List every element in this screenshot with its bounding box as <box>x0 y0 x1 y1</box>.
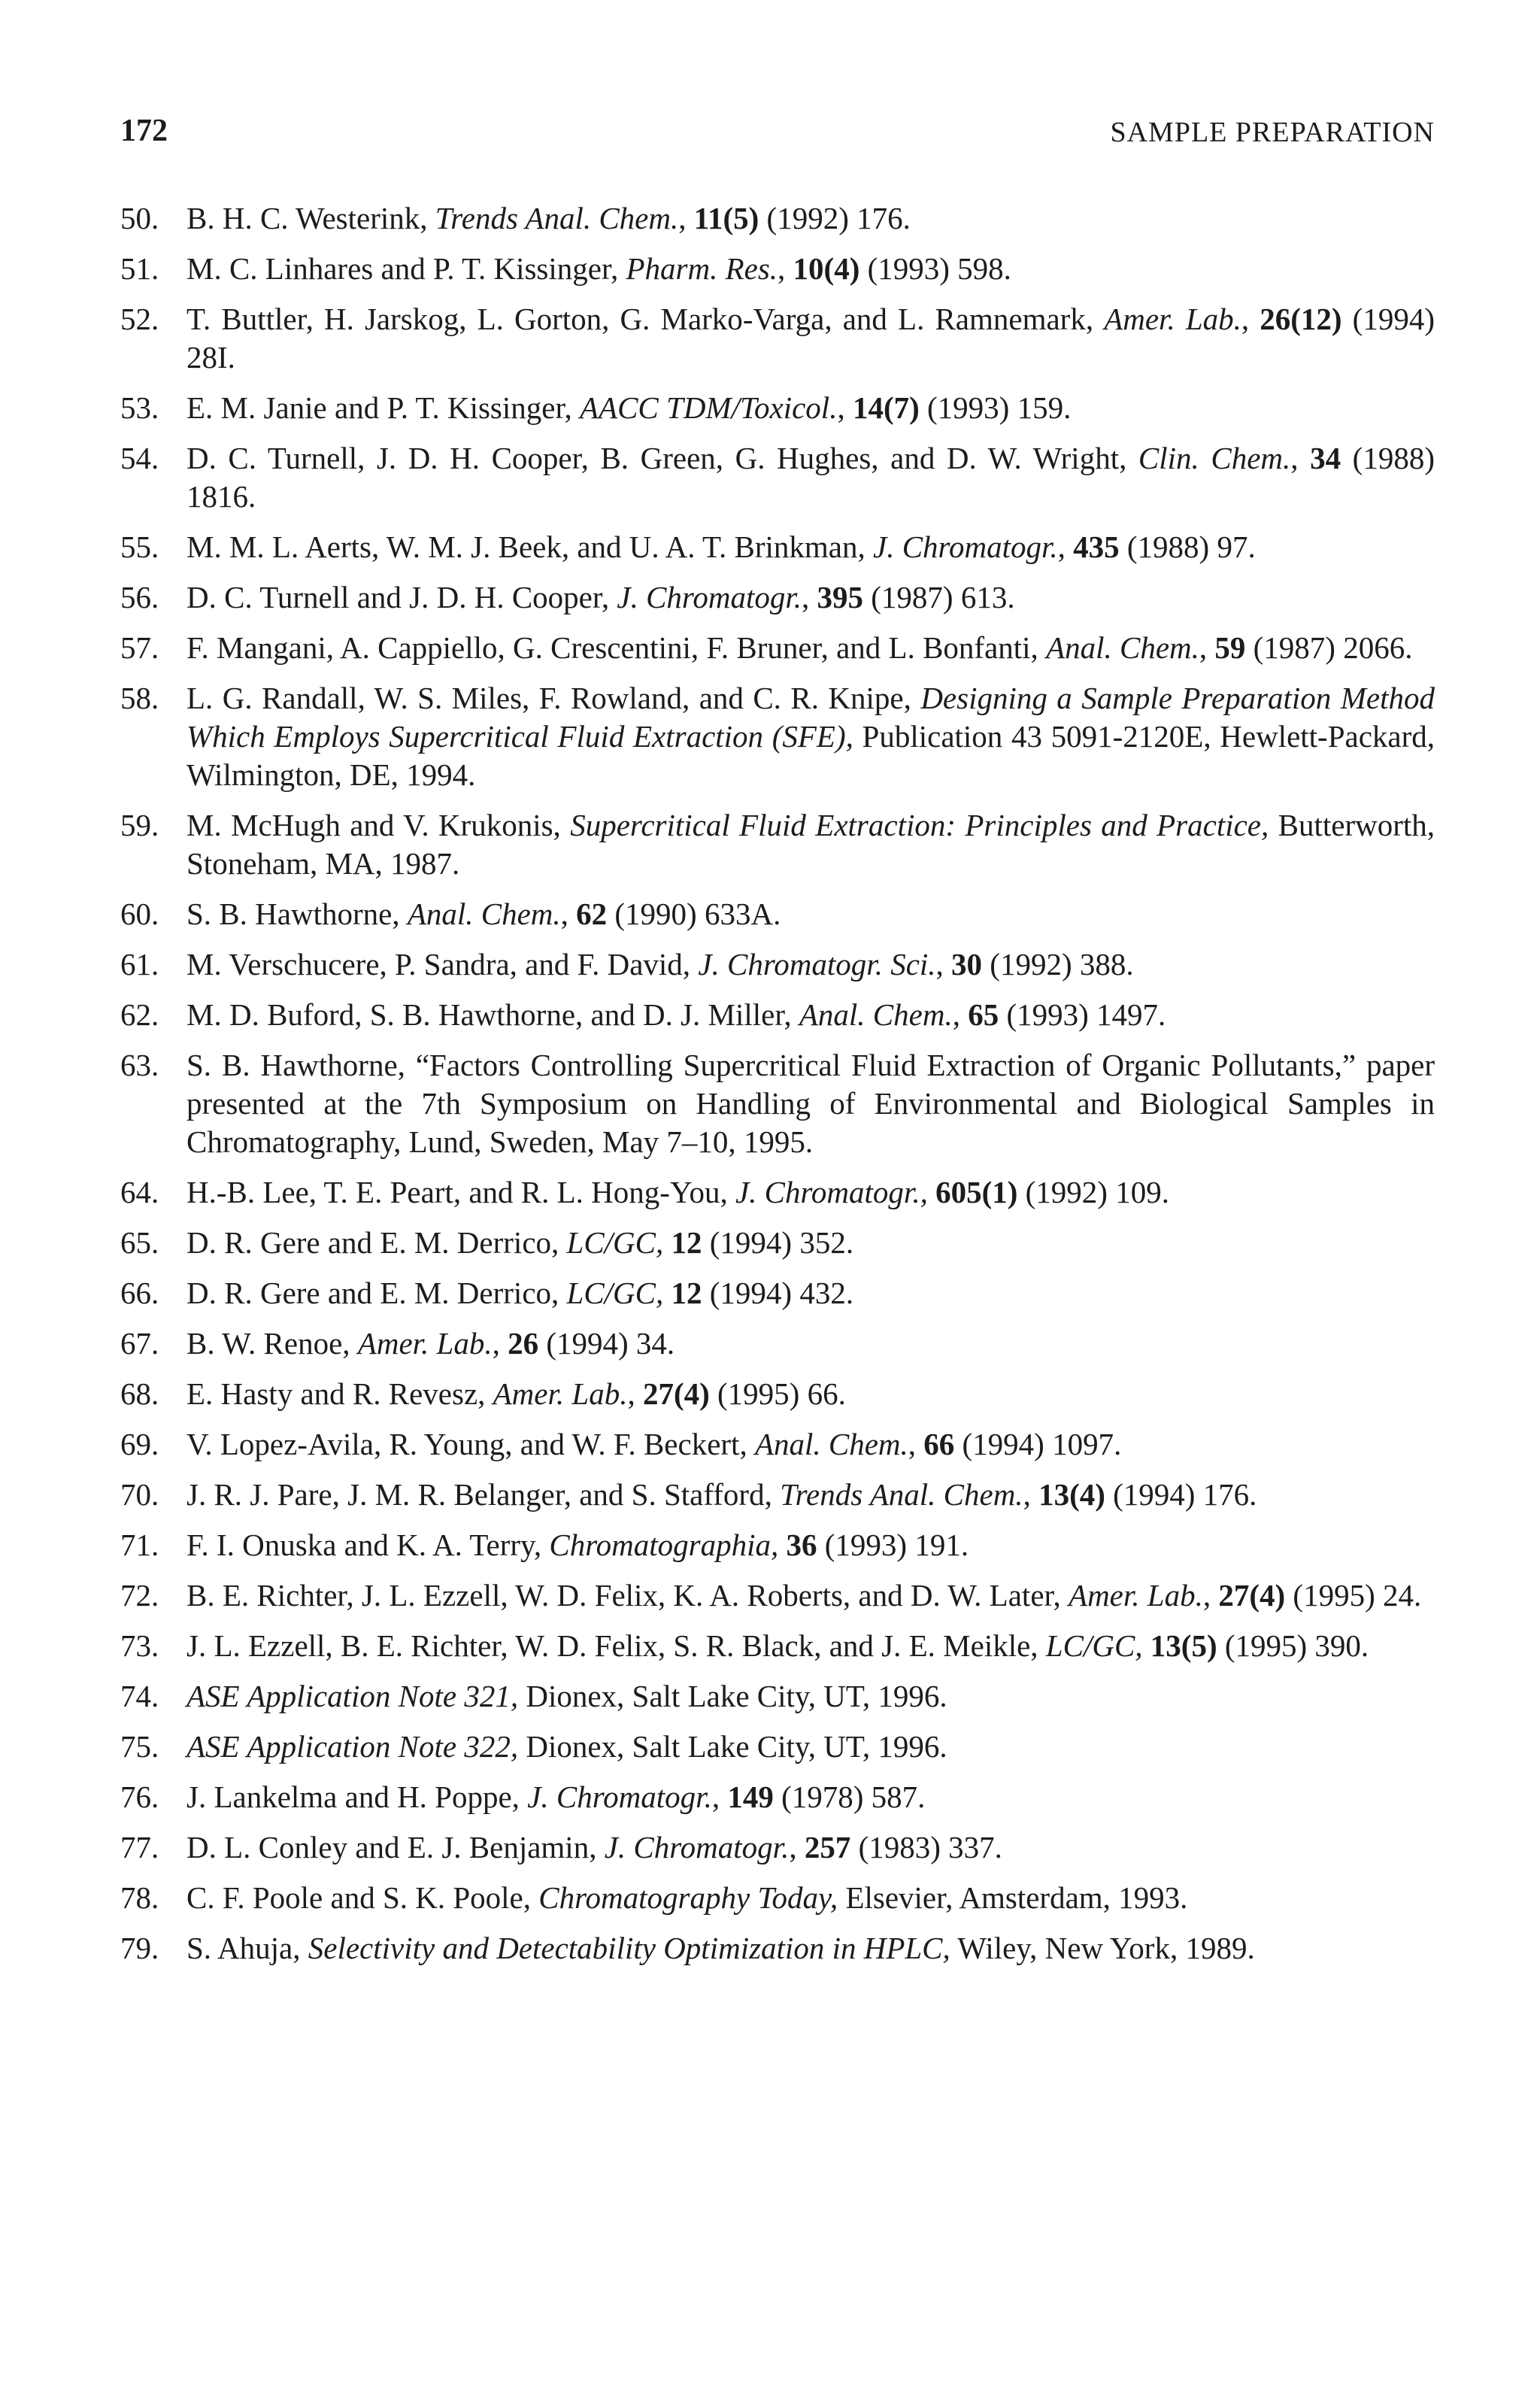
reference-segment: , <box>789 1830 805 1864</box>
reference-volume: 10(4) <box>793 251 860 286</box>
reference-number: 58. <box>120 681 159 715</box>
reference-number: 62. <box>120 997 159 1032</box>
reference-segment: F. Mangani, A. Cappiello, G. Crescentini, F. Bruner, and L. Bonfanti, <box>186 630 1047 665</box>
reference-segment: B. W. Renoe, <box>186 1326 358 1361</box>
reference-source: Anal. Chem. <box>1046 630 1199 665</box>
reference-text <box>186 390 1071 425</box>
reference-source: ASE Application Note 322, <box>186 1729 519 1764</box>
reference-segment: M. M. L. Aerts, W. M. J. Beek, and U. A. T. Brinkman, <box>186 529 873 564</box>
reference-segment: , <box>778 251 793 286</box>
reference-segment: , <box>908 1427 924 1461</box>
reference-segment: , <box>802 580 817 614</box>
reference-volume: 13(5) <box>1150 1628 1217 1663</box>
reference-segment: D. R. Gere and E. M. Derrico, <box>186 1276 567 1310</box>
reference-volume: 27(4) <box>1218 1578 1286 1613</box>
reference-volume: 11(5) <box>693 201 759 235</box>
reference-source: Supercritical Fluid Extraction: Principles and Practice, <box>570 808 1269 842</box>
reference-segment: T. Buttler, H. Jarskog, L. Gorton, G. Marko-Varga, and L. Ramnemark, <box>186 302 1105 336</box>
reference-number: 55. <box>120 529 159 564</box>
reference-text <box>186 681 1435 792</box>
reference-item <box>120 1375 1435 1413</box>
reference-number: 67. <box>120 1326 159 1361</box>
reference-segment <box>928 1175 935 1209</box>
reference-item <box>120 1677 1435 1716</box>
reference-source: LC/GC, <box>1045 1628 1143 1663</box>
reference-segment: (1988) 1816. <box>186 441 1435 514</box>
reference-volume: 26(12) <box>1260 302 1342 336</box>
reference-text <box>186 1048 1435 1159</box>
reference-item <box>120 1526 1435 1564</box>
reference-item <box>120 1173 1435 1212</box>
reference-text <box>186 251 1011 286</box>
reference-segment: , <box>492 1326 508 1361</box>
reference-item <box>120 1728 1435 1766</box>
reference-item <box>120 1476 1435 1514</box>
reference-segment: E. Hasty and R. Revesz, <box>186 1376 493 1411</box>
reference-segment: Publication 43 5091-2120E, Hewlett-Packard, Wilmington, DE, 1994. <box>186 719 1435 792</box>
reference-number: 63. <box>120 1048 159 1082</box>
reference-text <box>186 1276 853 1310</box>
reference-segment: J. R. J. Pare, J. M. R. Belanger, and S. Stafford, <box>186 1477 781 1512</box>
reference-text <box>186 1628 1369 1663</box>
reference-segment: (1993) 598. <box>859 251 1011 286</box>
reference-segment: , <box>627 1376 643 1411</box>
page-number: 172 <box>120 114 168 148</box>
reference-number: 72. <box>120 1578 159 1613</box>
reference-item <box>120 1425 1435 1464</box>
reference-segment: , <box>952 997 969 1032</box>
reference-source: J. Chromatogr. <box>527 1779 712 1814</box>
reference-segment: , <box>1202 1578 1219 1613</box>
reference-segment: (1995) 66. <box>709 1376 846 1411</box>
reference-text <box>186 1679 947 1713</box>
reference-text <box>186 1225 853 1260</box>
reference-text <box>186 1528 969 1562</box>
reference-number: 66. <box>120 1276 159 1310</box>
reference-segment: , <box>560 897 577 931</box>
reference-item <box>120 1879 1435 1917</box>
reference-source: Chromatography Today, <box>538 1880 838 1915</box>
reference-segment: C. F. Poole and S. K. Poole, <box>186 1880 539 1915</box>
reference-item <box>120 1224 1435 1262</box>
reference-text <box>186 947 1134 982</box>
reference-item <box>120 679 1435 794</box>
reference-text <box>186 529 1256 564</box>
reference-segment: B. H. C. Westerink, <box>186 201 435 235</box>
reference-item <box>120 1828 1435 1867</box>
reference-number: 73. <box>120 1628 159 1663</box>
reference-source: Chromatographia, <box>549 1528 779 1562</box>
reference-number: 75. <box>120 1729 159 1764</box>
reference-source: J. Chromatogr. <box>617 580 802 614</box>
reference-segment: (1983) 337. <box>850 1830 1002 1864</box>
reference-segment: D. C. Turnell and J. D. H. Cooper, <box>186 580 617 614</box>
reference-segment: F. I. Onuska and K. A. Terry, <box>186 1528 550 1562</box>
reference-volume: 30 <box>951 947 983 982</box>
reference-volume: 149 <box>727 1779 774 1814</box>
reference-item <box>120 389 1435 427</box>
reference-segment: B. E. Richter, J. L. Ezzell, W. D. Felix, K. A. Roberts, and D. W. Later, <box>186 1578 1069 1613</box>
reference-source: Selectivity and Detectability Optimization in HPLC, <box>308 1931 950 1965</box>
reference-text <box>186 1931 1255 1965</box>
page-header <box>120 113 1435 158</box>
reference-text <box>186 1729 947 1764</box>
reference-volume: 62 <box>576 897 608 931</box>
reference-text <box>186 1779 925 1814</box>
reference-source: Anal. Chem. <box>799 997 953 1032</box>
reference-segment: J. L. Ezzell, B. E. Richter, W. D. Felix, S. R. Black, and J. E. Meikle, <box>186 1628 1046 1663</box>
reference-segment: , <box>1023 1477 1039 1512</box>
reference-segment <box>778 1528 786 1562</box>
reference-segment: Butterworth, Stoneham, MA, 1987. <box>186 808 1435 881</box>
reference-segment: (1987) 2066. <box>1245 630 1413 665</box>
reference-segment: D. C. Turnell, J. D. H. Cooper, B. Green, G. Hughes, and D. W. Wright, <box>186 441 1138 475</box>
reference-segment: V. Lopez-Avila, R. Young, and W. F. Beckert, <box>186 1427 755 1461</box>
reference-item <box>120 1324 1435 1363</box>
reference-source: J. Chromatogr., <box>735 1175 928 1209</box>
reference-segment: S. B. Hawthorne, “Factors Controlling Supercritical Fluid Extraction of Organic Pollutants,” paper presented at the 7th Symposium on Handling of Environmental and Biological Samples in Chromatography, Lund, Sweden, May 7–10, 1995. <box>186 1048 1435 1159</box>
reference-volume: 257 <box>804 1830 851 1864</box>
reference-segment: (1994) 176. <box>1105 1477 1257 1512</box>
reference-number: 57. <box>120 630 159 665</box>
reference-segment: Elsevier, Amsterdam, 1993. <box>838 1880 1188 1915</box>
reference-segment: M. Verschucere, P. Sandra, and F. David, <box>186 947 699 982</box>
reference-source: J. Chromatogr. <box>604 1830 790 1864</box>
reference-volume: 12 <box>671 1276 702 1310</box>
reference-segment: (1993) 1497. <box>999 997 1166 1032</box>
reference-text <box>186 630 1412 665</box>
reference-text <box>186 201 911 235</box>
reference-item <box>120 806 1435 883</box>
reference-segment: S. Ahuja, <box>186 1931 308 1965</box>
reference-segment: (1992) 109. <box>1017 1175 1169 1209</box>
reference-segment: Dionex, Salt Lake City, UT, 1996. <box>518 1679 947 1713</box>
reference-volume: 66 <box>923 1427 955 1461</box>
reference-number: 71. <box>120 1528 159 1562</box>
reference-segment: (1987) 613. <box>863 580 1015 614</box>
reference-number: 76. <box>120 1779 159 1814</box>
reference-volume: 605(1) <box>935 1175 1018 1209</box>
reference-segment <box>1143 1628 1150 1663</box>
reference-source: J. Chromatogr. <box>873 529 1058 564</box>
reference-text <box>186 1830 1002 1864</box>
reference-text <box>186 1477 1257 1512</box>
reference-text <box>186 808 1435 881</box>
reference-source: Anal. Chem. <box>754 1427 908 1461</box>
reference-item <box>120 1778 1435 1816</box>
reference-text <box>186 897 781 931</box>
reference-segment: D. L. Conley and E. J. Benjamin, <box>186 1830 605 1864</box>
reference-item <box>120 945 1435 984</box>
reference-source: AACC TDM/Toxicol. <box>579 390 838 425</box>
reference-segment: (1995) 390. <box>1217 1628 1369 1663</box>
reference-source: Amer. Lab. <box>1104 302 1241 336</box>
reference-item <box>120 199 1435 238</box>
reference-segment: Dionex, Salt Lake City, UT, 1996. <box>518 1729 947 1764</box>
reference-text <box>186 997 1166 1032</box>
reference-item <box>120 528 1435 566</box>
reference-text <box>186 1175 1169 1209</box>
reference-segment: (1978) 587. <box>773 1779 926 1814</box>
reference-source: Trends Anal. Chem. <box>780 1477 1023 1512</box>
reference-segment <box>663 1276 671 1310</box>
reference-source: Designing a Sample Preparation Method Which Employs Supercritical Fluid Extraction (SFE), <box>186 681 1435 754</box>
reference-volume: 14(7) <box>852 390 920 425</box>
reference-segment: D. R. Gere and E. M. Derrico, <box>186 1225 567 1260</box>
reference-number: 70. <box>120 1477 159 1512</box>
reference-item <box>120 895 1435 933</box>
reference-segment: (1993) 191. <box>817 1528 969 1562</box>
reference-list <box>120 199 1435 1980</box>
reference-item <box>120 578 1435 617</box>
reference-segment: (1994) 352. <box>702 1225 854 1260</box>
reference-source: Clin. Chem. <box>1138 441 1291 475</box>
reference-segment: (1992) 176. <box>759 201 911 235</box>
reference-number: 68. <box>120 1376 159 1411</box>
reference-number: 53. <box>120 390 159 425</box>
reference-text <box>186 1880 1187 1915</box>
reference-item <box>120 1627 1435 1665</box>
reference-source: Amer. Lab. <box>493 1376 628 1411</box>
reference-volume: 26 <box>508 1326 539 1361</box>
reference-segment: Wiley, New York, 1989. <box>950 1931 1255 1965</box>
reference-segment <box>663 1225 671 1260</box>
reference-number: 60. <box>120 897 159 931</box>
reference-segment: (1994) 1097. <box>954 1427 1122 1461</box>
reference-segment: (1994) 34. <box>538 1326 675 1361</box>
reference-text <box>186 441 1435 514</box>
reference-text <box>186 1326 675 1361</box>
reference-segment: M. D. Buford, S. B. Hawthorne, and D. J. Miller, <box>186 997 799 1032</box>
reference-volume: 27(4) <box>642 1376 710 1411</box>
reference-item <box>120 439 1435 516</box>
reference-number: 59. <box>120 808 159 842</box>
reference-segment: , <box>678 201 694 235</box>
reference-source: LC/GC, <box>566 1225 664 1260</box>
reference-number: 52. <box>120 302 159 336</box>
reference-segment: S. B. Hawthorne, <box>186 897 408 931</box>
running-head: SAMPLE PREPARATION <box>1110 117 1435 148</box>
reference-segment: (1992) 388. <box>982 947 1134 982</box>
reference-segment: , <box>1199 630 1215 665</box>
reference-number: 74. <box>120 1679 159 1713</box>
reference-volume: 36 <box>786 1528 817 1562</box>
reference-segment: , <box>837 390 853 425</box>
reference-segment: (1994) 28I. <box>186 302 1435 375</box>
reference-text <box>186 580 1015 614</box>
reference-source: LC/GC, <box>566 1276 664 1310</box>
reference-segment: , <box>1057 529 1074 564</box>
reference-number: 69. <box>120 1427 159 1461</box>
reference-item <box>120 629 1435 667</box>
reference-number: 51. <box>120 251 159 286</box>
reference-volume: 395 <box>817 580 864 614</box>
reference-segment: L. G. Randall, W. S. Miles, F. Rowland, and C. R. Knipe, <box>186 681 921 715</box>
reference-text <box>186 1376 846 1411</box>
reference-segment: M. C. Linhares and P. T. Kissinger, <box>186 251 626 286</box>
reference-number: 78. <box>120 1880 159 1915</box>
reference-volume: 435 <box>1073 529 1120 564</box>
reference-text <box>186 1578 1421 1613</box>
reference-segment: (1993) 159. <box>919 390 1072 425</box>
reference-number: 54. <box>120 441 159 475</box>
reference-number: 77. <box>120 1830 159 1864</box>
reference-number: 79. <box>120 1931 159 1965</box>
reference-item <box>120 1046 1435 1161</box>
reference-source: Amer. Lab. <box>357 1326 493 1361</box>
reference-volume: 12 <box>671 1225 702 1260</box>
reference-item <box>120 1929 1435 1968</box>
reference-volume: 34 <box>1310 441 1341 475</box>
reference-segment: , <box>1290 441 1311 475</box>
reference-item <box>120 250 1435 288</box>
reference-segment: (1994) 432. <box>702 1276 854 1310</box>
reference-segment: , <box>1241 302 1260 336</box>
reference-segment: H.-B. Lee, T. E. Peart, and R. L. Hong-You, <box>186 1175 735 1209</box>
reference-number: 61. <box>120 947 159 982</box>
reference-segment: , <box>935 947 952 982</box>
reference-number: 65. <box>120 1225 159 1260</box>
reference-number: 56. <box>120 580 159 614</box>
reference-source: Pharm. Res. <box>626 251 778 286</box>
reference-item <box>120 996 1435 1034</box>
reference-source: Anal. Chem. <box>407 897 561 931</box>
reference-number: 64. <box>120 1175 159 1209</box>
reference-segment: E. M. Janie and P. T. Kissinger, <box>186 390 580 425</box>
reference-text <box>186 1427 1121 1461</box>
reference-number: 50. <box>120 201 159 235</box>
reference-volume: 65 <box>968 997 999 1032</box>
reference-item <box>120 1274 1435 1312</box>
reference-text <box>186 302 1435 375</box>
reference-volume: 59 <box>1214 630 1246 665</box>
reference-source: Amer. Lab. <box>1069 1578 1203 1613</box>
reference-item <box>120 1576 1435 1615</box>
reference-segment: J. Lankelma and H. Poppe, <box>186 1779 528 1814</box>
reference-segment: (1995) 24. <box>1285 1578 1422 1613</box>
reference-segment: M. McHugh and V. Krukonis, <box>186 808 571 842</box>
reference-segment: (1990) 633A. <box>607 897 781 931</box>
reference-source: Trends Anal. Chem. <box>435 201 679 235</box>
reference-source: J. Chromatogr. Sci. <box>698 947 936 982</box>
reference-source: ASE Application Note 321, <box>186 1679 519 1713</box>
reference-segment: (1988) 97. <box>1119 529 1256 564</box>
reference-segment: , <box>711 1779 728 1814</box>
reference-item <box>120 300 1435 377</box>
reference-volume: 13(4) <box>1038 1477 1105 1512</box>
